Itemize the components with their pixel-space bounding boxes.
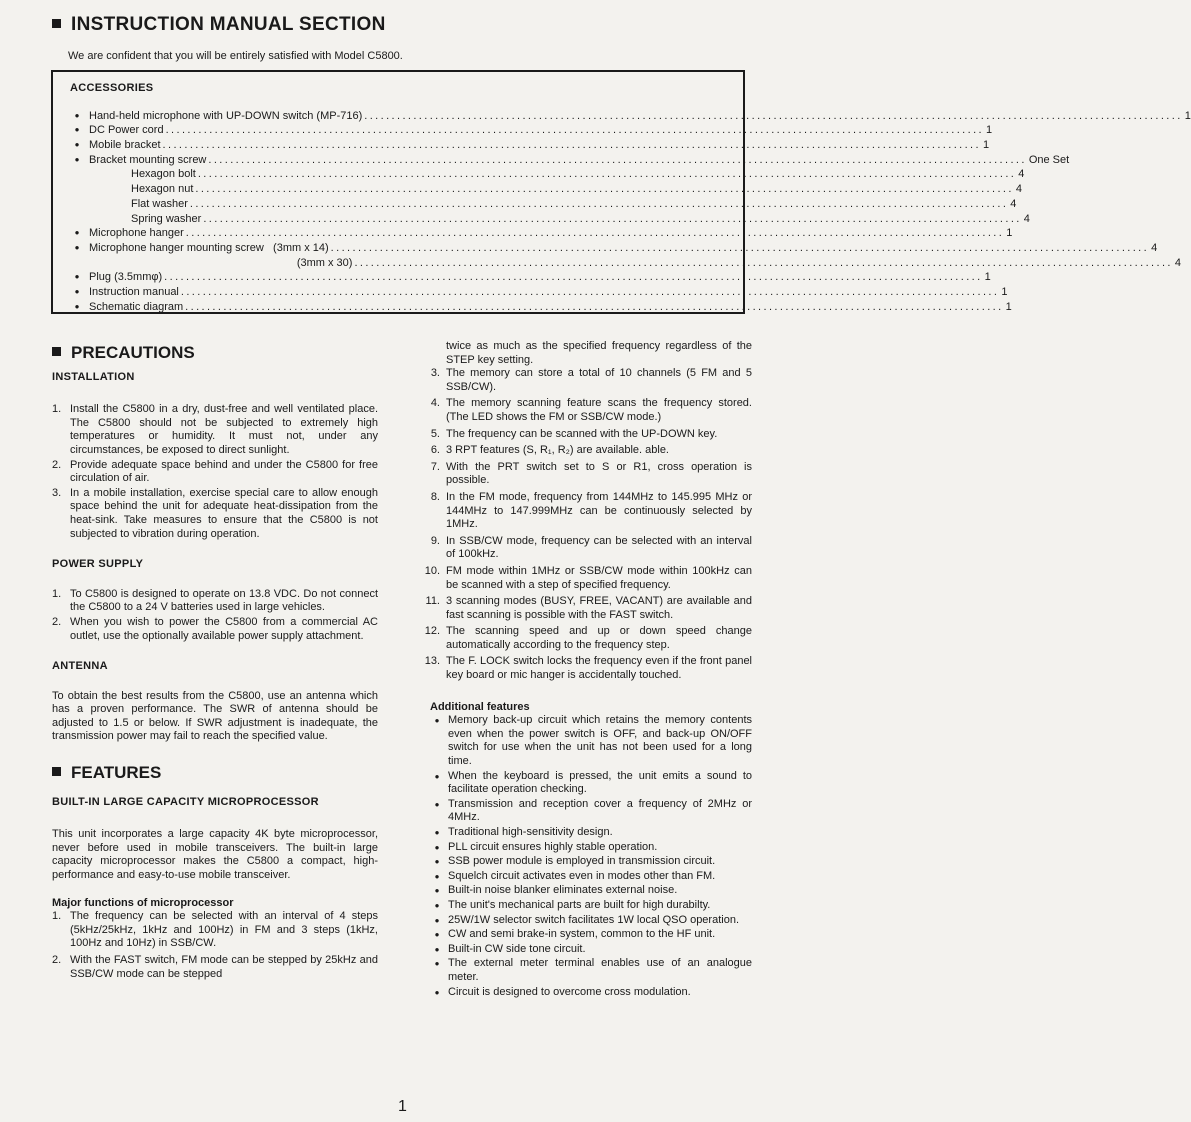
feature-text: Transmission and reception cover a frequency of 2MHz or 4MHz. — [448, 797, 752, 824]
dot-leader: ...................................................................................................................................................... — [354, 256, 1173, 269]
numbered-item — [52, 403, 378, 457]
bullet-icon: ● — [74, 228, 80, 238]
accessory-row — [65, 226, 1013, 241]
bullet-icon: ● — [434, 842, 440, 852]
accessory-label: Hexagon bolt — [131, 168, 196, 181]
bullet-icon: ● — [74, 242, 80, 252]
bullet-icon: ● — [434, 828, 440, 837]
item-number: 1. — [52, 910, 62, 923]
feature-text: Traditional high-sensitivity design. — [448, 826, 613, 838]
accessory-row — [65, 152, 1070, 167]
antenna-heading: ANTENNA — [52, 660, 108, 673]
accessory-label: Instruction manual — [89, 285, 179, 298]
item-number: 13. — [424, 655, 440, 668]
accessory-label: Hand-held microphone with UP-DOWN switch (MP-716) — [89, 109, 363, 122]
bullet-icon: ● — [434, 716, 440, 726]
feature-text: SSB power module is employed in transmission circuit. — [448, 855, 716, 868]
accessory-label: Spring washer — [131, 212, 202, 225]
feature-item — [426, 986, 752, 1000]
item-number: 12. — [424, 625, 440, 638]
additional-features-heading: Additional features — [430, 700, 530, 713]
item-number: 2. — [52, 954, 62, 966]
accessory-quantity: 4 — [1010, 197, 1017, 210]
item-text: FM mode within 1MHz or SSB/CW mode within 100kHz can be scanned with a step of specified frequency. — [446, 564, 752, 591]
dot-leader: ...................................................................................................................................................... — [330, 241, 1150, 254]
major-functions-continuation: twice as much as the specified frequency regardless of the STEP key setting. — [446, 340, 752, 366]
feature-text: Squelch circuit activates even in modes other than FM. — [448, 869, 716, 882]
item-text: With the FAST switch, FM mode can be stepped by 25kHz and SSB/CW mode can be stepped — [70, 954, 378, 980]
accessory-row — [65, 181, 1022, 196]
item-number: 2. — [52, 615, 62, 628]
bullet-icon: ● — [434, 915, 440, 925]
dot-leader: ...................................................................................................................................................... — [197, 168, 1017, 181]
features-heading: FEATURES — [52, 766, 378, 780]
feature-text: PLL circuit ensures highly stable operation. — [448, 840, 658, 853]
major-functions-list-right — [414, 367, 752, 682]
item-text: When you wish to power the C5800 from a commercial AC outlet, use the optionally available power supply attachment. — [70, 615, 378, 642]
accessory-quantity: 4 — [1015, 183, 1022, 196]
item-number: 6. — [430, 444, 440, 457]
accessories-box — [51, 70, 1191, 314]
accessory-label: Mobile bracket — [89, 139, 161, 152]
accessory-quantity: One Set — [1028, 153, 1070, 166]
dot-leader: ...................................................................................................................................................... — [165, 124, 985, 137]
accessory-quantity: 1 — [1005, 300, 1012, 313]
item-number: 7. — [430, 460, 440, 473]
item-text: The memory can store a total of 10 channels (5 FM and 5 SSB/CW). — [446, 367, 752, 393]
feature-text: Memory back-up circuit which retains the memory contents even when the power switch is OFF, and back-up ON/OFF switch for use when the unit has not been used for a long time. — [448, 714, 752, 768]
dot-leader: ...................................................................................................................................................... — [162, 139, 981, 152]
accessory-row — [65, 270, 991, 285]
feature-item — [426, 841, 752, 855]
bullet-icon: ● — [434, 857, 440, 867]
feature-item — [426, 770, 752, 797]
feature-item — [426, 826, 752, 840]
item-text: In SSB/CW mode, frequency can be selected with an interval of 100kHz. — [446, 534, 752, 561]
accessory-row — [65, 255, 1181, 270]
feature-item — [426, 798, 752, 825]
accessory-quantity: 4 — [1174, 256, 1181, 269]
major-functions-heading: Major functions of microprocessor — [52, 896, 234, 909]
accessories-title: ACCESSORIES — [70, 82, 154, 94]
precautions-heading: PRECAUTIONS — [52, 346, 378, 360]
accessories-list — [65, 108, 1191, 314]
numbered-item — [414, 565, 752, 592]
microprocessor-text: This unit incorporates a large capacity 4K byte microprocessor, never before used in mobile transceivers. The built-in large capacity microprocessor makes the C5800 a compact, high-performance and easy-to-use mobile transceiver. — [52, 828, 378, 882]
accessory-row — [65, 299, 1012, 314]
feature-text: 25W/1W selector switch facilitates 1W local QSO operation. — [448, 913, 739, 926]
numbered-item — [414, 491, 752, 532]
right-column — [414, 340, 752, 999]
accessory-row — [65, 240, 1158, 255]
item-number: 8. — [430, 490, 440, 503]
accessory-quantity: 1 — [1006, 227, 1013, 240]
numbered-item — [52, 910, 378, 951]
item-text: With the PRT switch set to S or R1, cross operation is possible. — [446, 460, 752, 487]
feature-text: Circuit is designed to overcome cross modulation. — [448, 985, 691, 998]
feature-item — [426, 855, 752, 869]
dot-leader: ...................................................................................................................................................... — [164, 271, 983, 284]
numbered-item — [414, 655, 752, 682]
item-number: 4. — [430, 397, 440, 410]
item-text: The frequency can be selected with an interval of 4 steps (5kHz/25kHz, 1kHz and 100Hz) in FM and 3 steps (1kHz, 100Hz and 10Hz) in SSB/CW. — [70, 910, 378, 950]
intro-text: We are confident that you will be entirely satisfied with Model C5800. — [68, 50, 403, 62]
item-text: The memory scanning feature scans the frequency stored. (The LED shows the FM or SSB/CW mode.) — [446, 397, 752, 423]
bullet-icon: ● — [74, 286, 80, 296]
numbered-item — [414, 367, 752, 394]
feature-item — [426, 714, 752, 768]
antenna-text: To obtain the best results from the C5800, use an antenna which has a proven performance. The SWR of antenna should be adjusted to 1.5 or below. If SWR adjustment is inadequate, the transmission power may fail to reach the specified value. — [52, 689, 378, 743]
accessory-label: Schematic diagram — [89, 300, 184, 313]
feature-item — [426, 957, 752, 984]
accessory-label: Microphone hanger — [89, 227, 184, 240]
item-number: 11. — [425, 595, 440, 608]
accessory-quantity: 1 — [982, 139, 990, 152]
item-number: 5. — [430, 427, 440, 440]
major-functions-list-left — [52, 910, 378, 981]
accessory-label: Microphone hanger mounting screw (3mm x 14) — [89, 241, 329, 254]
accessory-quantity: 4 — [1023, 212, 1030, 225]
square-bullet-icon — [52, 347, 61, 356]
feature-text: Built-in noise blanker eliminates external noise. — [448, 884, 678, 897]
dot-leader: ...................................................................................................................................................... — [180, 285, 1000, 298]
left-column — [52, 340, 378, 981]
item-text: In the FM mode, frequency from 144MHz to 145.995 MHz or 144MHz to 147.999MHz can be continuously selected by 1MHz. — [446, 490, 752, 531]
additional-features-list — [414, 714, 752, 999]
bullet-icon: ● — [434, 886, 440, 896]
numbered-item — [414, 444, 752, 458]
item-text: 3 RPT features (S, R₁, R₂) are available. able. — [446, 444, 669, 457]
feature-text: The unit's mechanical parts are built for high durabilty. — [448, 898, 711, 911]
accessory-quantity: 4 — [1018, 168, 1025, 181]
power-supply-list — [52, 588, 378, 643]
installation-heading: INSTALLATION — [52, 370, 135, 383]
item-text: The scanning speed and up or down speed change automatically according to the frequency step. — [446, 625, 752, 651]
item-text: Install the C5800 in a dry, dust-free and well ventilated place. The C5800 should not be subjected to extremely high temperatures or humidity. It must not, under any circumstances, be exposed to direct sunlight. — [70, 403, 378, 456]
feature-item — [426, 914, 752, 928]
accessory-quantity: 1 — [1001, 285, 1008, 298]
accessory-row — [65, 137, 990, 152]
accessory-row — [65, 211, 1030, 226]
dot-leader: ...................................................................................................................................................... — [203, 212, 1022, 225]
feature-text: Built-in CW side tone circuit. — [448, 942, 586, 955]
numbered-item — [414, 535, 752, 562]
bullet-icon: ● — [434, 871, 440, 881]
numbered-item — [414, 428, 752, 442]
feature-item — [426, 884, 752, 898]
numbered-item — [52, 588, 378, 615]
item-text: In a mobile installation, exercise special care to allow enough space behind the unit for adequate heat-dissipation from the heat-sink. Take measures to ensure that the C5800 is not subjected to vibration during operation. — [70, 486, 378, 540]
microprocessor-heading: BUILT-IN LARGE CAPACITY MICROPROCESSOR — [52, 795, 319, 808]
item-number: 2. — [52, 458, 62, 471]
dot-leader: ...................................................................................................................................................... — [185, 300, 1004, 313]
item-number: 9. — [430, 534, 440, 547]
page-number: 1 — [398, 1098, 407, 1115]
bullet-icon: ● — [74, 125, 80, 135]
numbered-item — [414, 625, 752, 652]
accessory-label: DC Power cord — [89, 124, 164, 137]
bullet-icon: ● — [434, 987, 440, 997]
accessory-quantity: 1 — [1184, 109, 1191, 122]
item-text: The frequency can be scanned with the UP-DOWN key. — [446, 427, 718, 440]
numbered-item — [52, 616, 378, 643]
bullet-icon: ● — [434, 799, 440, 809]
accessory-label: Flat washer — [131, 197, 188, 210]
bullet-icon: ● — [74, 272, 80, 282]
dot-leader: ...................................................................................................................................................... — [185, 227, 1005, 240]
accessory-label: Hexagon nut — [131, 183, 194, 196]
bullet-icon: ● — [74, 301, 80, 311]
feature-text: When the keyboard is pressed, the unit emits a sound to facilitate operation checking. — [448, 769, 752, 796]
numbered-item — [52, 459, 378, 486]
dot-leader: ...................................................................................................................................................... — [189, 197, 1009, 210]
bullet-icon: ● — [434, 944, 440, 954]
accessory-quantity: 1 — [986, 124, 993, 137]
dot-leader: ...................................................................................................................................................... — [364, 109, 1183, 122]
feature-item — [426, 943, 752, 957]
item-number: 10. — [424, 564, 440, 577]
item-number: 3. — [52, 486, 62, 499]
accessory-quantity: 4 — [1151, 241, 1158, 254]
item-text: 3 scanning modes (BUSY, FREE, VACANT) are available and fast scanning is possible with the FAST switch. — [446, 595, 752, 621]
item-text: Provide adequate space behind and under the C5800 for free circulation of air. — [70, 458, 378, 485]
feature-text: The external meter terminal enables use of an analogue meter. — [448, 957, 752, 983]
feature-text: CW and semi brake-in system, common to the HF unit. — [448, 928, 716, 941]
accessory-row — [65, 108, 1191, 123]
accessory-label: Plug (3.5mmφ) — [89, 271, 163, 284]
numbered-item — [52, 954, 378, 981]
accessory-row — [65, 196, 1017, 211]
bullet-icon: ● — [434, 900, 440, 910]
feature-item — [426, 870, 752, 884]
item-number: 1. — [52, 587, 62, 600]
item-text: To C5800 is designed to operate on 13.8 VDC. Do not connect the C5800 to a 24 V batteries used in large vehicles. — [70, 587, 378, 614]
bullet-icon: ● — [74, 140, 80, 150]
accessory-row — [65, 123, 993, 138]
accessory-row — [65, 167, 1025, 182]
numbered-item — [414, 595, 752, 622]
numbered-item — [52, 487, 378, 541]
accessory-row — [65, 284, 1008, 299]
power-supply-heading: POWER SUPPLY — [52, 558, 144, 571]
dot-leader: ...................................................................................................................................................... — [195, 183, 1014, 196]
bullet-icon: ● — [434, 930, 440, 940]
accessory-label: Bracket mounting screw — [89, 153, 207, 166]
section-heading: INSTRUCTION MANUAL SECTION — [52, 14, 386, 36]
feature-item — [426, 928, 752, 942]
dot-leader: ...................................................................................................................................................... — [208, 153, 1027, 166]
bullet-icon: ● — [74, 154, 80, 164]
numbered-item — [414, 397, 752, 424]
item-text: The F. LOCK switch locks the frequency even if the front panel key board or mic hanger is accidentally touched. — [446, 655, 752, 682]
accessory-quantity: 1 — [984, 271, 991, 284]
bullet-icon: ● — [434, 771, 440, 781]
bullet-icon: ● — [434, 959, 440, 969]
bullet-icon: ● — [74, 110, 80, 120]
numbered-item — [414, 461, 752, 488]
accessory-label: (3mm x 30) — [89, 256, 353, 269]
item-number: 1. — [52, 403, 62, 416]
square-bullet-icon — [52, 19, 61, 28]
item-number: 3. — [430, 367, 440, 380]
installation-list — [52, 403, 378, 541]
feature-item — [426, 899, 752, 913]
square-bullet-icon — [52, 767, 61, 776]
